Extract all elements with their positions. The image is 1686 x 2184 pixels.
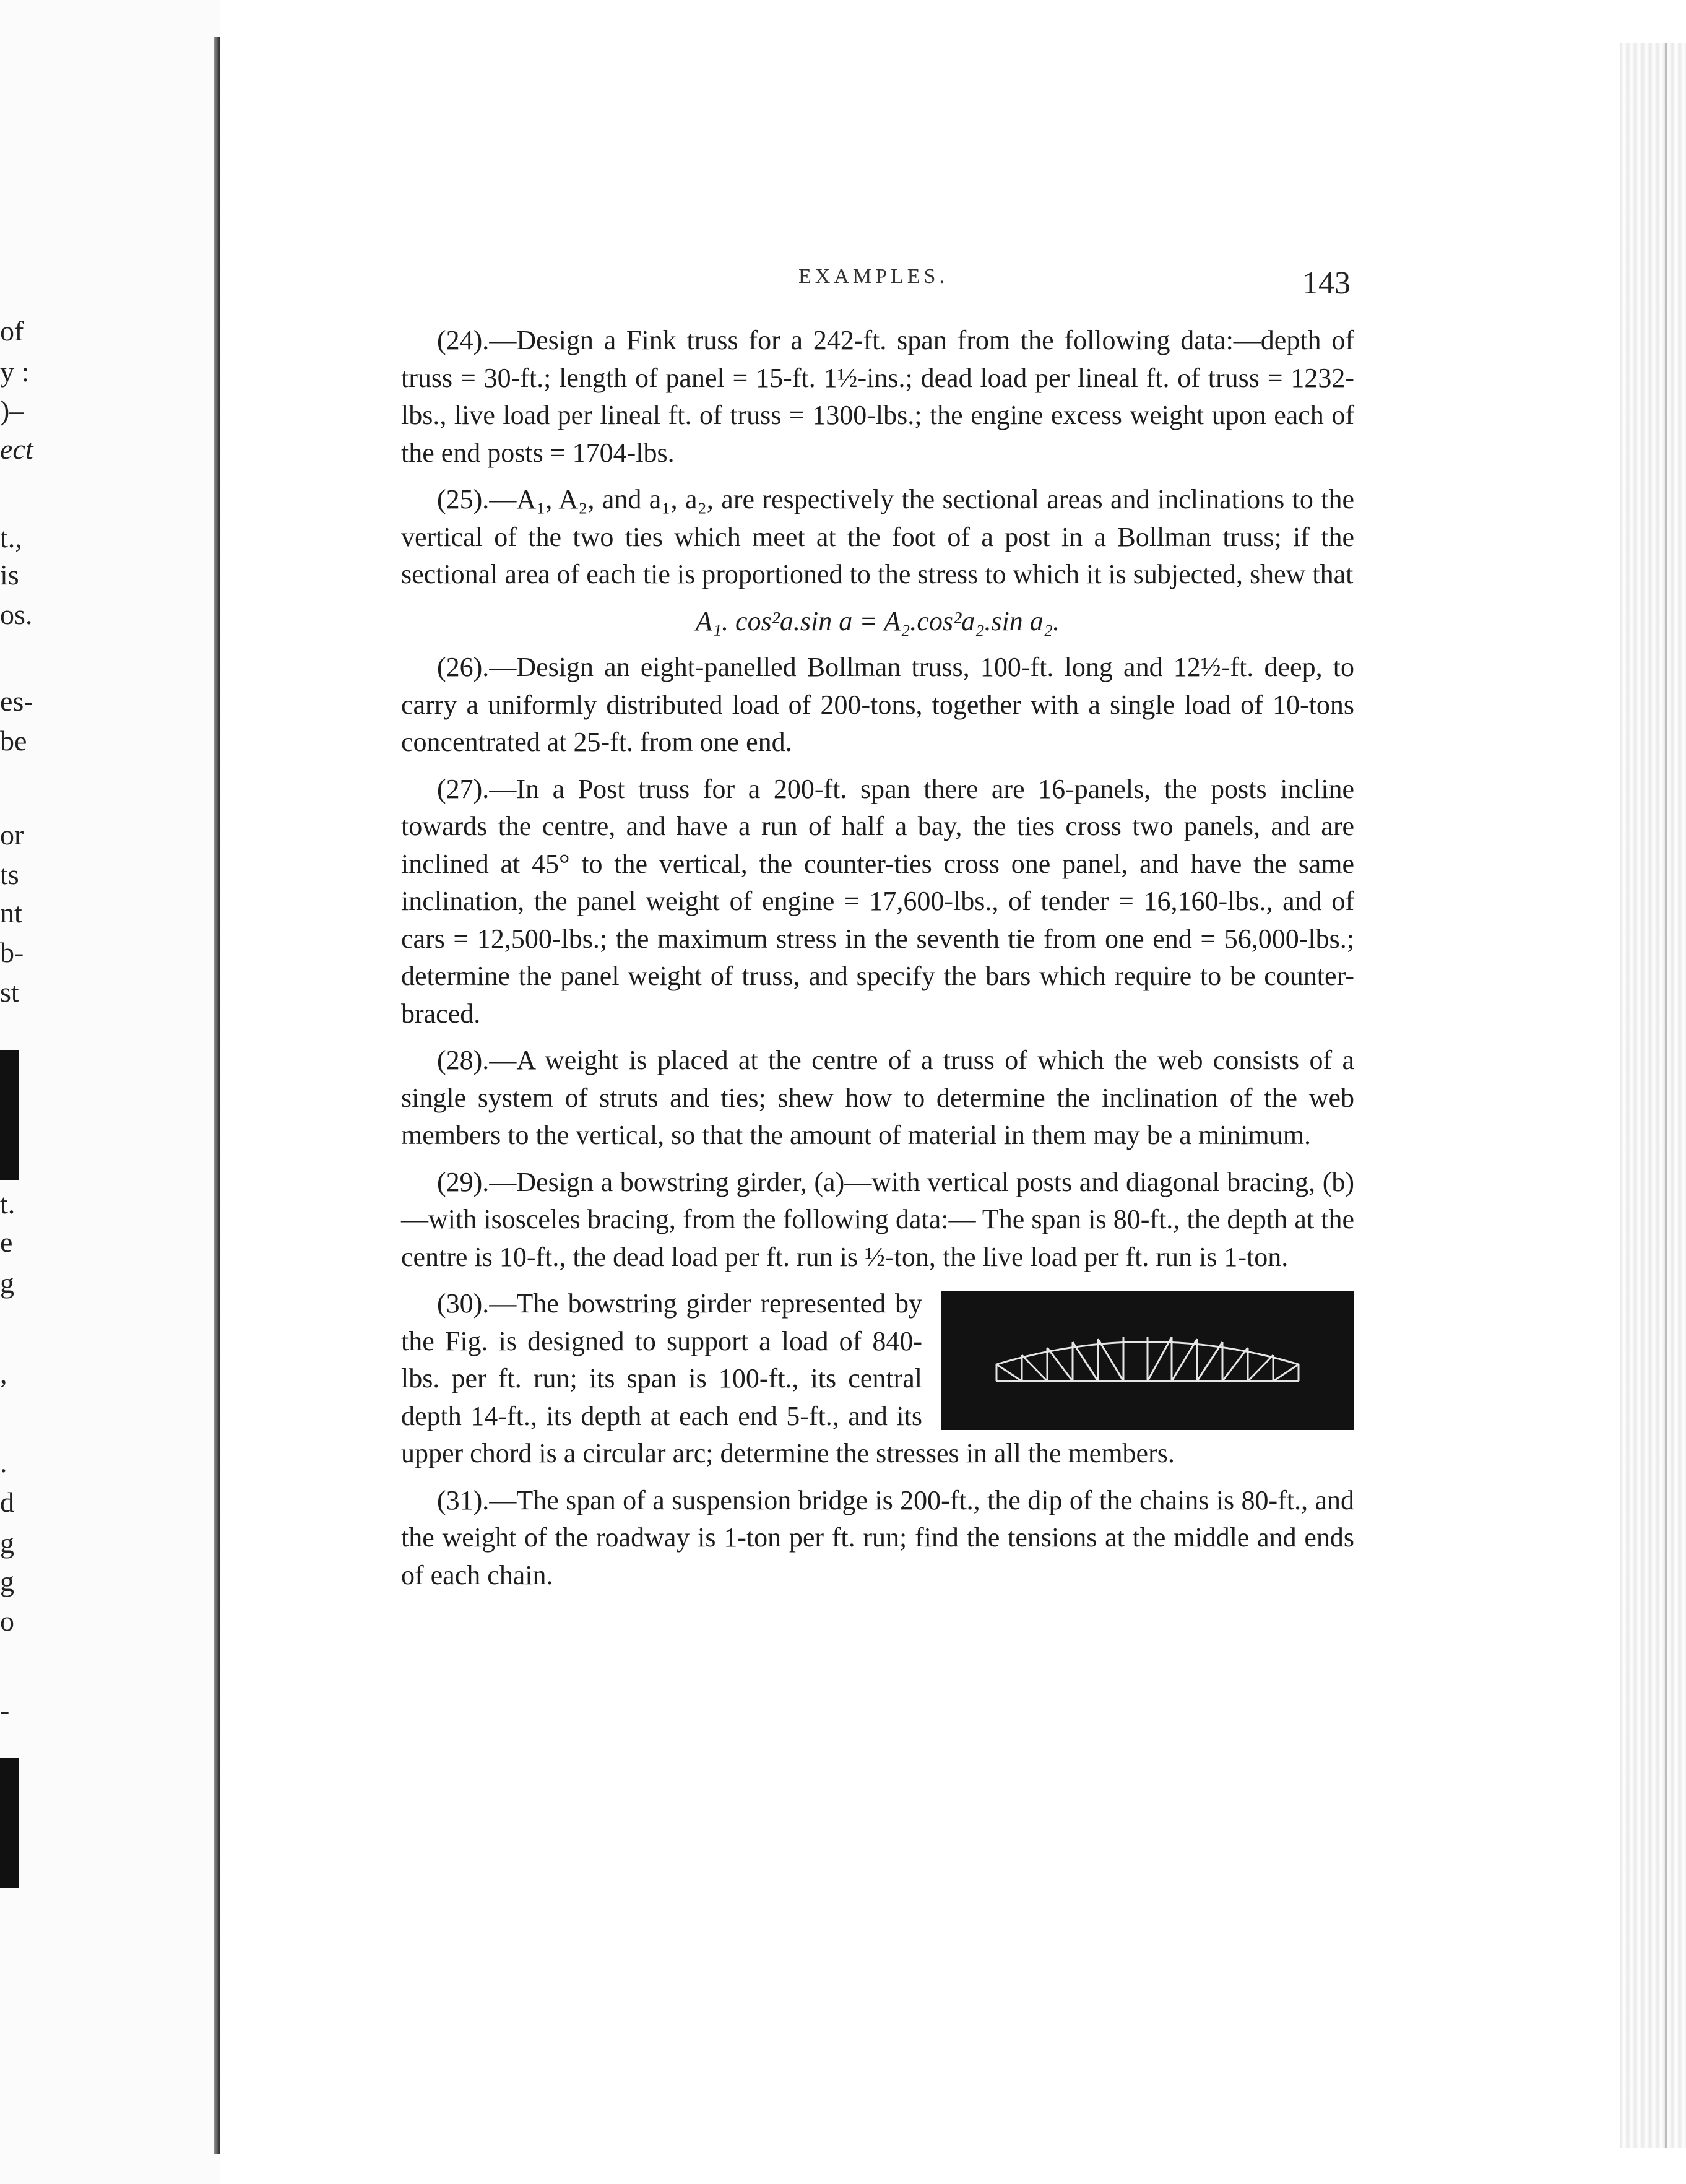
example-text: —A₁, A₂, and a₁, a₂, are respectively the sectional areas and inclinations to the vertical of the two ties which meet at the foot of a post in a Bollman truss; if the sectional area of each tie is proportioned to the stress to which it is subjected, shew that — [401, 484, 1354, 589]
left-fragment: is — [0, 559, 19, 591]
example-text: —The span of a suspension bridge is 200-ft., the dip of the chains is 80-ft., and the weight of the roadway is 1-ton per ft. run; find the tensions at the middle and ends of each chain. — [401, 1484, 1354, 1590]
running-head: EXAMPLES. — [798, 265, 948, 288]
left-fragment: g — [0, 1527, 14, 1559]
left-fragment: )– — [0, 394, 24, 426]
example-25 — [401, 481, 1354, 594]
left-fragment: ts — [0, 859, 19, 890]
left-fragment: es- — [0, 685, 33, 717]
left-fragment: e — [0, 1226, 13, 1258]
left-fragment: ect — [0, 433, 33, 465]
left-fragment: o — [0, 1605, 14, 1637]
left-fragment: - — [0, 1694, 10, 1726]
stacked-page-edges — [1609, 43, 1686, 2148]
example-28 — [401, 1042, 1354, 1155]
example-24 — [401, 322, 1354, 472]
left-fragment: os. — [0, 599, 33, 630]
left-dark-block — [0, 1758, 19, 1888]
example-31 — [401, 1482, 1354, 1595]
example-text: —In a Post truss for a 200-ft. span there are 16-panels, the posts incline towards the centre, and have a run of half a bay, the ties cross two panels, and are inclined at 45° to the vertical, the counter-ties cross one panel, and have the same inclination, the panel weight of engine = 17,600-lbs., of tender = 16,160-lbs., and of cars = 12,500-lbs.; the maximum stress in the seventh tie from one end = 56,000-lbs.; determine the panel weight of truss, and specify the bars which require to be counter-braced. — [401, 773, 1354, 1029]
page-edge-line — [1665, 43, 1667, 2148]
page-body — [401, 322, 1354, 1603]
example-29 — [401, 1164, 1354, 1276]
example-26 — [401, 649, 1354, 761]
example-number: (30). — [437, 1288, 490, 1319]
example-27 — [401, 771, 1354, 1033]
left-fragment: be — [0, 725, 27, 756]
left-facing-page — [0, 0, 220, 2184]
left-fragment: nt — [0, 897, 22, 929]
left-fragment: or — [0, 819, 24, 851]
example-text: —Design a Fink truss for a 242-ft. span from the following data:—depth of truss = 30-ft.; length of panel = 15-ft. 1½-ins.; dead load per lineal ft. of truss = 1232-lbs., live load per lineal ft. of truss = 1300-lbs.; the engine excess weight upon each of the end posts = 1704-lbs. — [401, 325, 1354, 468]
left-fragment: g — [0, 1267, 14, 1299]
left-fragment: y : — [0, 356, 30, 388]
left-fragment: b- — [0, 937, 24, 968]
example-number: (26). — [437, 652, 490, 682]
formula: A₁. cos²a.sin a = A₂.cos²a₂.sin a₂. — [695, 605, 1060, 636]
page-gutter-shadow — [214, 37, 220, 2154]
left-fragment: d — [0, 1486, 14, 1518]
left-dark-block — [0, 1050, 19, 1180]
example-text: —A weight is placed at the centre of a truss of which the web consists of a single system of struts and ties; shew how to determine the inclination of the web members to the vertical, so that the amount of material in them may be a minimum. — [401, 1045, 1354, 1150]
example-number: (28). — [437, 1045, 490, 1075]
left-fragment: t., — [0, 522, 22, 553]
example-number: (25). — [437, 484, 490, 514]
example-number: (29). — [437, 1166, 490, 1197]
left-fragment: g — [0, 1566, 14, 1597]
left-fragment: , — [0, 1358, 7, 1389]
bowstring-girder-figure — [941, 1291, 1354, 1430]
example-text: —The bowstring girder represented by the Fig. is designed to support a load of 840-lbs. per ft. run; its span is 100-ft., its central depth 14-ft., its depth at each end 5-ft., and its upper chord is a circular arc; determine the stresses in all the members. — [401, 1288, 1175, 1468]
example-number: (27). — [437, 773, 490, 804]
left-fragment: of — [0, 315, 24, 347]
example-number: (31). — [437, 1484, 490, 1515]
page-number: 143 — [1302, 266, 1351, 301]
bowstring-girder-diagram — [941, 1291, 1354, 1430]
left-fragment: st — [0, 976, 19, 1008]
left-fragment: t. — [0, 1188, 15, 1220]
example-text: —Design an eight-panelled Bollman truss, 100-ft. long and 12½-ft. deep, to carry a uniformly distributed load of 200-tons, together with a single load of 10-tons concentrated at 25-ft. from one end. — [401, 652, 1354, 757]
example-number: (24). — [437, 325, 490, 355]
left-fragment: . — [0, 1447, 7, 1478]
example-text: —Design a bowstring girder, (a)—with vertical posts and diagonal bracing, (b)—with isosceles bracing, from the following data:— The span is 80-ft., the depth at the centre is 10-ft., the dead load per ft. run is ½-ton, the live load per ft. run is 1-ton. — [401, 1166, 1354, 1272]
